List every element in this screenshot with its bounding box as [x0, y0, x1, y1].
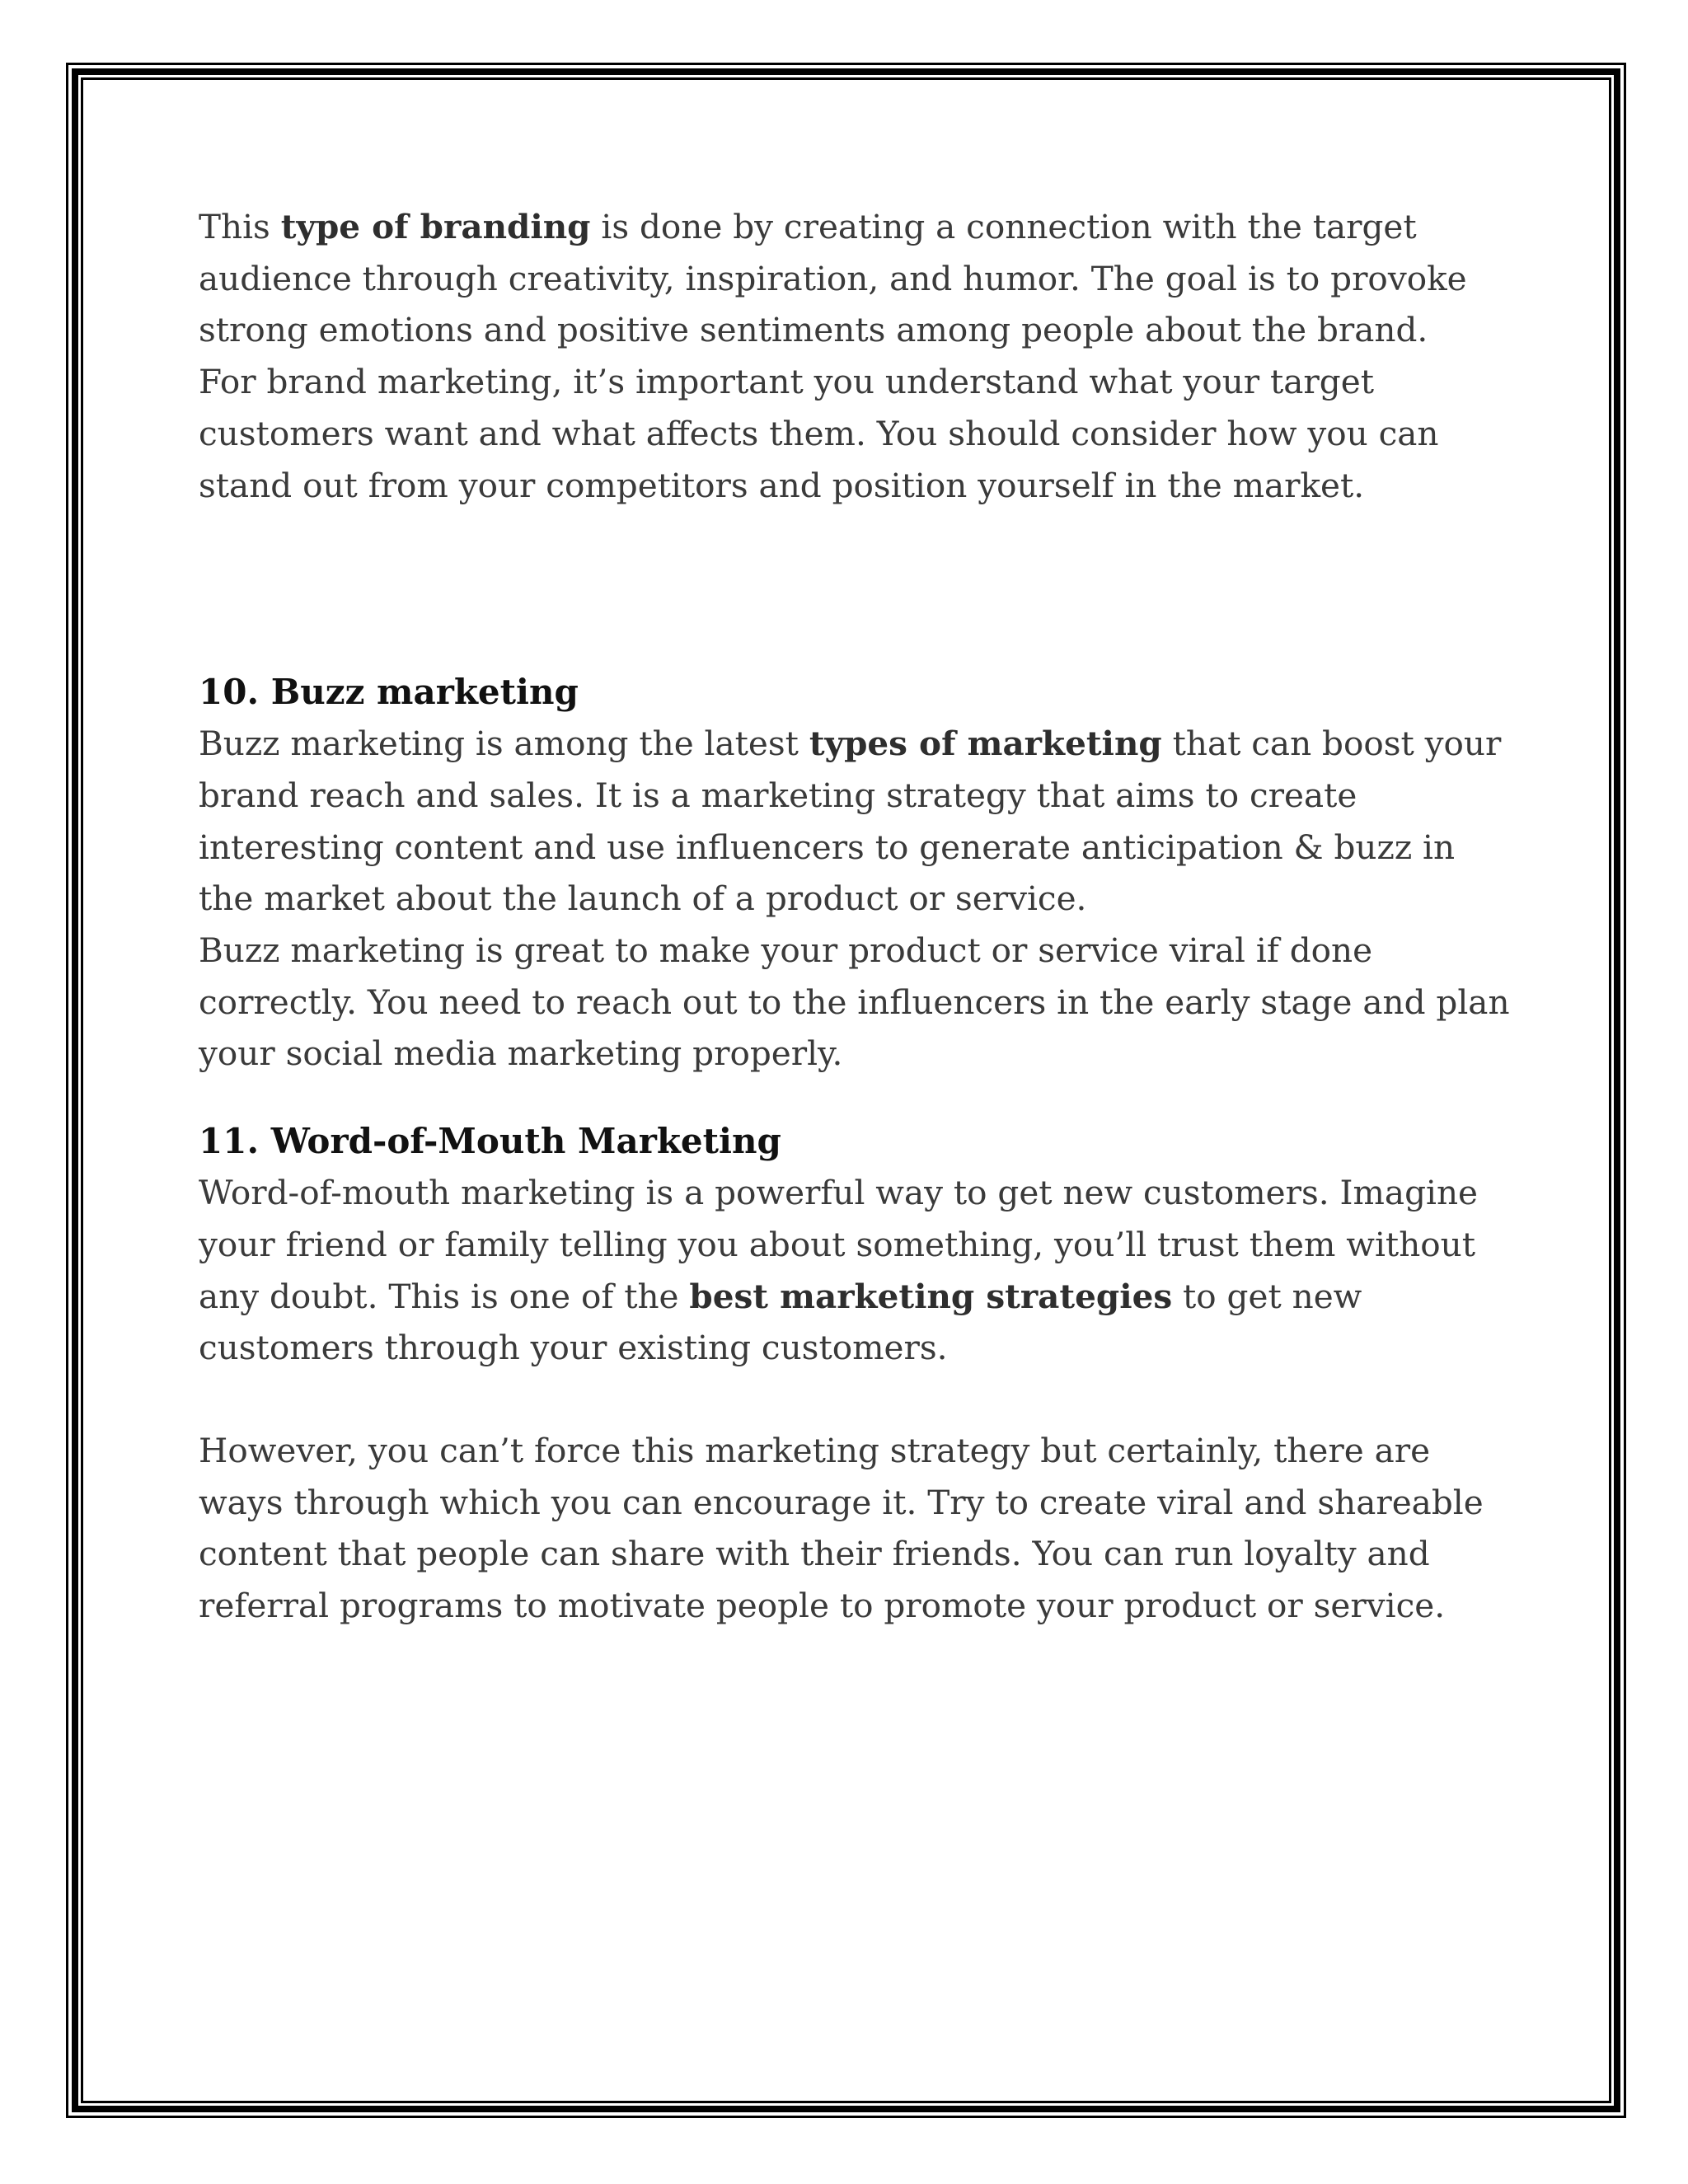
buzz-paragraph-2: Buzz marketing is great to make your product or service viral if done correctly. You need to reach out to the influencers in the early stage and plan your social media marketing properly. [199, 930, 1510, 1074]
section-heading-word-of-mouth: 11. Word-of-Mouth Marketing [199, 1121, 781, 1162]
bold-term-type-of-branding: type of branding [280, 207, 591, 246]
section-heading-buzz-marketing: 10. Buzz marketing [199, 672, 579, 713]
buzz-paragraph-1: Buzz marketing is among the latest types of marketing that can boost your brand reach and sales. It is a marketing strategy that aims to create interesting content and use influencers to generate anticipation & buzz in the market about the launch of a product or service. [199, 724, 1502, 919]
word-of-mouth-paragraph-1: Word-of-mouth marketing is a powerful way to get new customers. Imagine your friend or family telling you about something, you’ll trust them without any doubt. This is one of the best marketing strategies to get new customers through your existing customers. [199, 1173, 1478, 1368]
bold-term-types-of-marketing: types of marketing [809, 724, 1162, 764]
intro-paragraph-1: This type of branding is done by creating a connection with the target audience through creativity, inspiration, and humor. The goal is to provoke strong emotions and positive sentiments among people about the brand. [199, 207, 1467, 350]
bold-term-best-marketing-strategies: best marketing strategies [689, 1276, 1173, 1316]
document-body [199, 201, 1517, 1632]
word-of-mouth-paragraph-2: However, you can’t force this marketing strategy but certainly, there are ways through which you can encourage it. Try to create viral and shareable content that people can share with their friends. You can run loyalty and referral programs to motivate people to promote your product or service. [199, 1430, 1484, 1626]
intro-paragraph-2: For brand marketing, it’s important you understand what your target customers want and what affects them. You should consider how you can stand out from your competitors and position yourself in the market. [199, 362, 1439, 505]
